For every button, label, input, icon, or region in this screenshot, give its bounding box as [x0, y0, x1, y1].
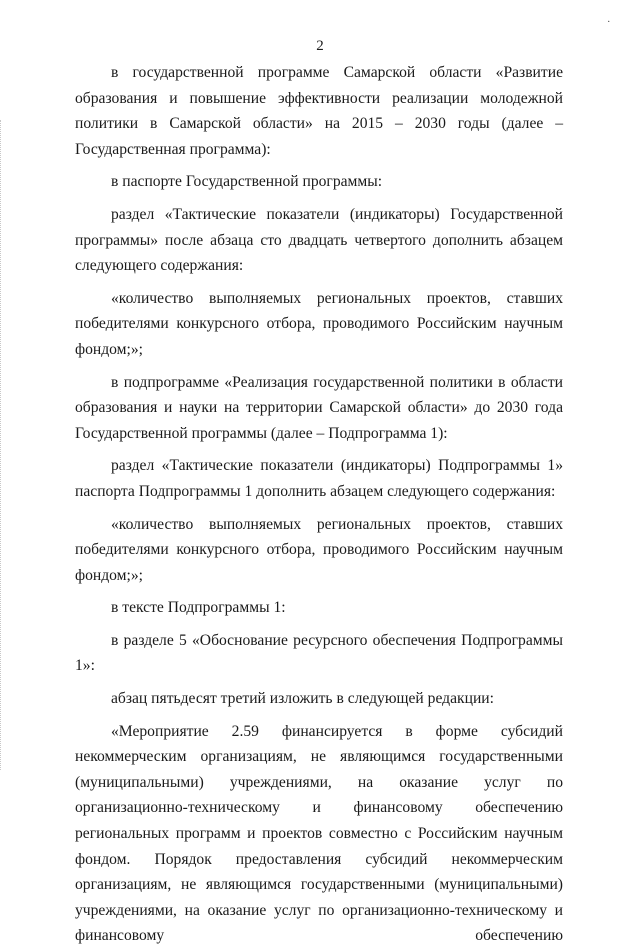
paragraph-measure-259: «Мероприятие 2.59 финансируется в форме субсидий некоммерческим организациям, не являющимся государственными (муниципальными) учреждениями, на оказание услуг по организационно-техническому и финансовому обеспечению региональных программ и проектов совместно с Российским научным фондом. Порядок предоставления субсидий некоммерческим организациям, не являющимся государственными (муниципальными) учреждениями, на оказание услуг по организационно-техническому и финансовому обеспечению [75, 722, 563, 945]
scan-edge-marks [0, 120, 4, 770]
document-body [75, 60, 563, 949]
page-number: 2 [316, 38, 324, 54]
paragraph-53rd-abzac: абзац пятьдесят третий изложить в следующей редакции: [111, 690, 494, 708]
corner-mark: . [607, 14, 610, 25]
paragraph-quote-count-1: «количество выполняемых региональных проектов, ставших победителями конкурсного отбора, проводимого Российским научным фондом;»; [75, 289, 563, 358]
paragraph-program-intro: в государственной программе Самарской области «Развитие образования и повышение эффективности реализации молодежной политики в Самарской области» на 2015 – 2030 годы (далее – Государственная программа): [75, 64, 563, 158]
paragraph-subprogram-tactical: раздел «Тактические показатели (индикаторы) Подпрограммы 1» паспорта Подпрограммы 1 дополнить абзацем следующего содержания: [75, 457, 563, 500]
paragraph-subprogram: в подпрограмме «Реализация государственной политики в области образования и науки на территории Самарской области» до 2030 года Государственной программы (далее – Подпрограмма 1): [75, 373, 563, 442]
paragraph-tactical-section: раздел «Тактические показатели (индикаторы) Государственной программы» после абзаца сто двадцать четвертого дополнить абзацем следующего содержания: [75, 205, 563, 275]
paragraph-quote-count-2: «количество выполняемых региональных проектов, ставших победителями конкурсного отбора, проводимого Российским научным фондом;»; [75, 515, 563, 584]
paragraph-subprogram-text: в тексте Подпрограммы 1: [111, 599, 286, 617]
paragraph-passport: в паспорте Государственной программы: [111, 173, 383, 191]
paragraph-section-5: в разделе 5 «Обоснование ресурсного обеспечения Подпрограммы 1»: [75, 631, 563, 675]
